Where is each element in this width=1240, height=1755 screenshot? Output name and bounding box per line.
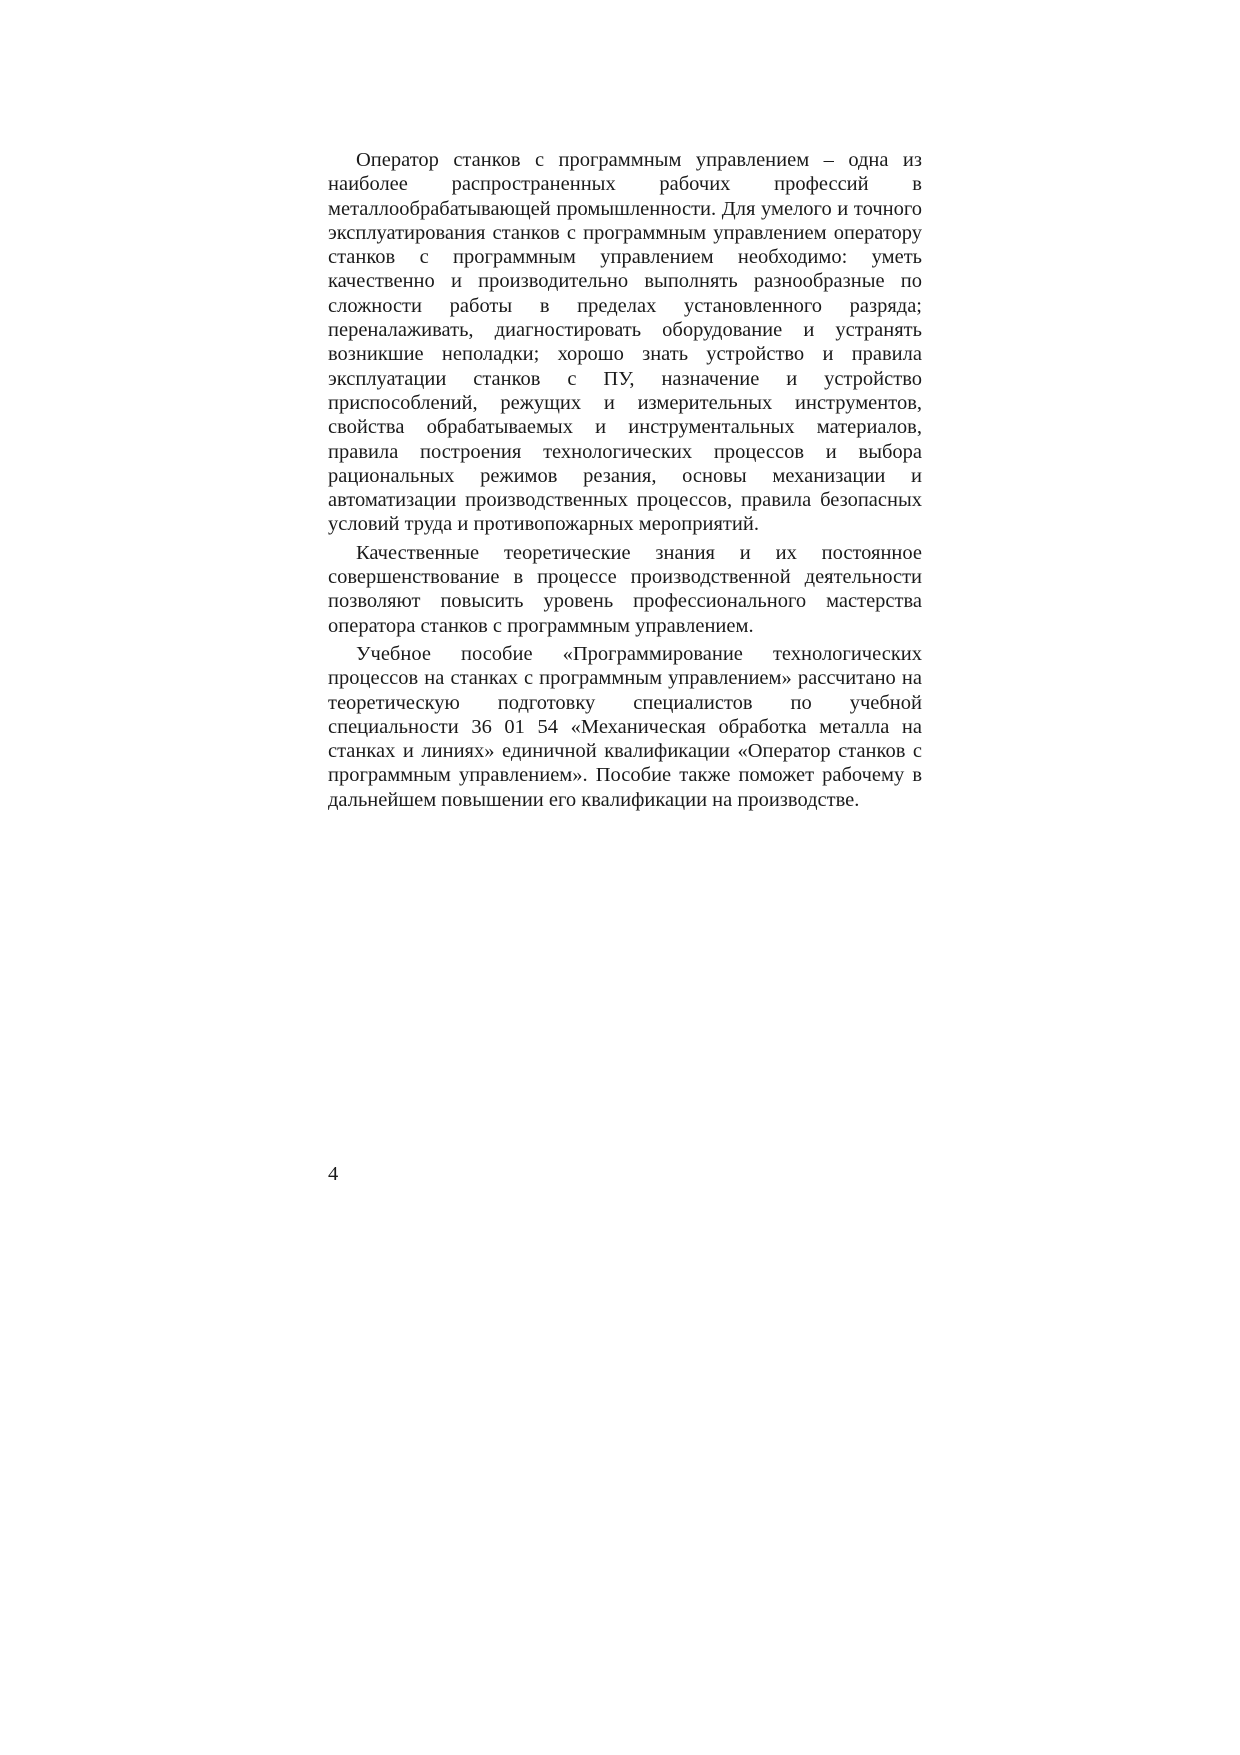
paragraph-1: Оператор станков с программным управлением – одна из наиболее распространенных рабочих профессий в металлообрабатывающей промышленности. Для умелого и точного эксплуатирования станков с программным управлением оператору станков с программным управлением необходимо: уметь качественно и производительно выполнять разнообразные по сложности работы в пределах установленного разряда; переналаживать, диагностировать оборудование и устранять возникшие неполадки; хорошо знать устройство и правила эксплуатации станков с ПУ, назначение и устройство приспособлений, режущих и измерительных инструментов, свойства обрабатываемых и инструментальных материалов, правила построения технологических процессов и выбора рациональных режимов резания, основы механизации и автоматизации производственных процессов, правила безопасных условий труда и противопожарных мероприятий. (328, 149, 922, 536)
paragraph-3: Учебное пособие «Программирование технологических процессов на станках с программным управлением» рассчитано на теоретическую подготовку специалистов по учебной специальности 36 01 54 «Механическая обработка металла на станках и линиях» единичной квалификации «Оператор станков с программным управлением». Пособие также поможет рабочему в дальнейшем повышении его квалификации на производстве. (328, 642, 922, 811)
paragraph-2: Качественные теоретические знания и их постоянное совершенствование в процессе производственной деятельности позволяют повысить уровень профессионального мастерства оператора станков с программным управлением. (328, 541, 922, 637)
page-number: 4 (328, 1163, 339, 1185)
body-text (328, 148, 922, 816)
